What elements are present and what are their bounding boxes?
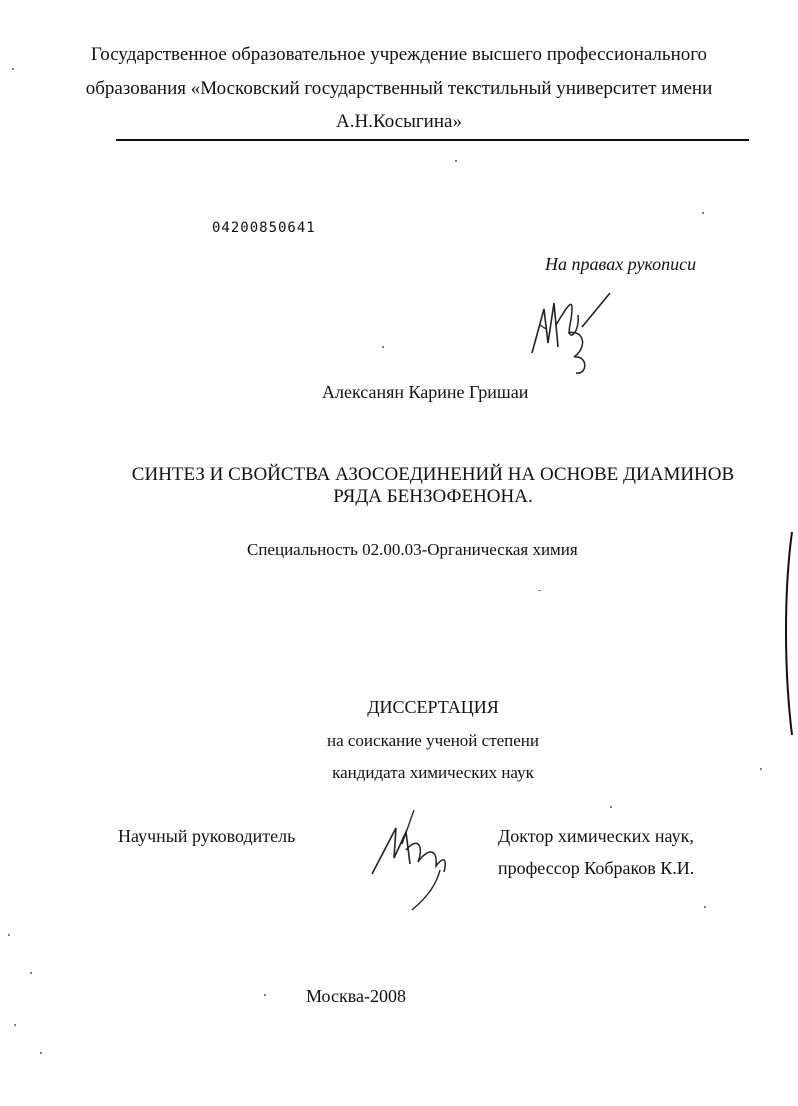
city-year: Москва-2008: [306, 986, 406, 1006]
scan-speck: [30, 972, 32, 974]
scan-speck: [704, 906, 706, 908]
scan-speck: [382, 346, 384, 348]
institution-line-3: А.Н.Косыгина»: [336, 111, 462, 132]
manuscript-note: На правах рукописи: [545, 254, 697, 274]
scan-speck: [455, 160, 457, 162]
institution-line-2: образования «Московский государственный текстильный университет имени: [85, 78, 713, 99]
scan-speck: [40, 1052, 42, 1054]
scan-speck: [610, 806, 612, 808]
header-divider: [116, 139, 749, 141]
binding-edge-mark: [780, 530, 798, 740]
thesis-title-line-2: РЯДА БЕНЗОФЕНОНА.: [333, 486, 533, 507]
scan-speck: [538, 590, 541, 591]
supervisor-name: профессор Кобраков К.И.: [498, 858, 695, 878]
scan-speck: [702, 212, 704, 214]
author-signature-icon: [518, 285, 618, 380]
degree-purpose-line-1: на соискание ученой степени: [326, 731, 540, 750]
specialty: Специальность 02.00.03-Органическая химия: [247, 540, 578, 559]
scan-speck: [760, 768, 762, 770]
supervisor-degree: Доктор химических наук,: [498, 826, 694, 846]
institution-line-1: Государственное образовательное учреждение высшего профессионального: [90, 44, 708, 65]
scan-speck: [12, 68, 14, 70]
scan-speck: [14, 1024, 16, 1026]
degree-purpose-line-2: кандидата химических наук: [332, 763, 534, 782]
author-name: Алексанян Карине Гришаи: [322, 382, 529, 402]
supervisor-label: Научный руководитель: [118, 826, 296, 846]
scan-speck: [264, 994, 266, 996]
thesis-title-line-1: СИНТЕЗ И СВОЙСТВА АЗОСОЕДИНЕНИЙ НА ОСНОВЕ ДИАМИНОВ: [131, 464, 735, 485]
scan-speck: [8, 934, 10, 936]
document-code: 04200850641: [212, 220, 316, 236]
dissertation-heading: ДИССЕРТАЦИЯ: [367, 697, 499, 717]
supervisor-signature-icon: [366, 806, 456, 916]
